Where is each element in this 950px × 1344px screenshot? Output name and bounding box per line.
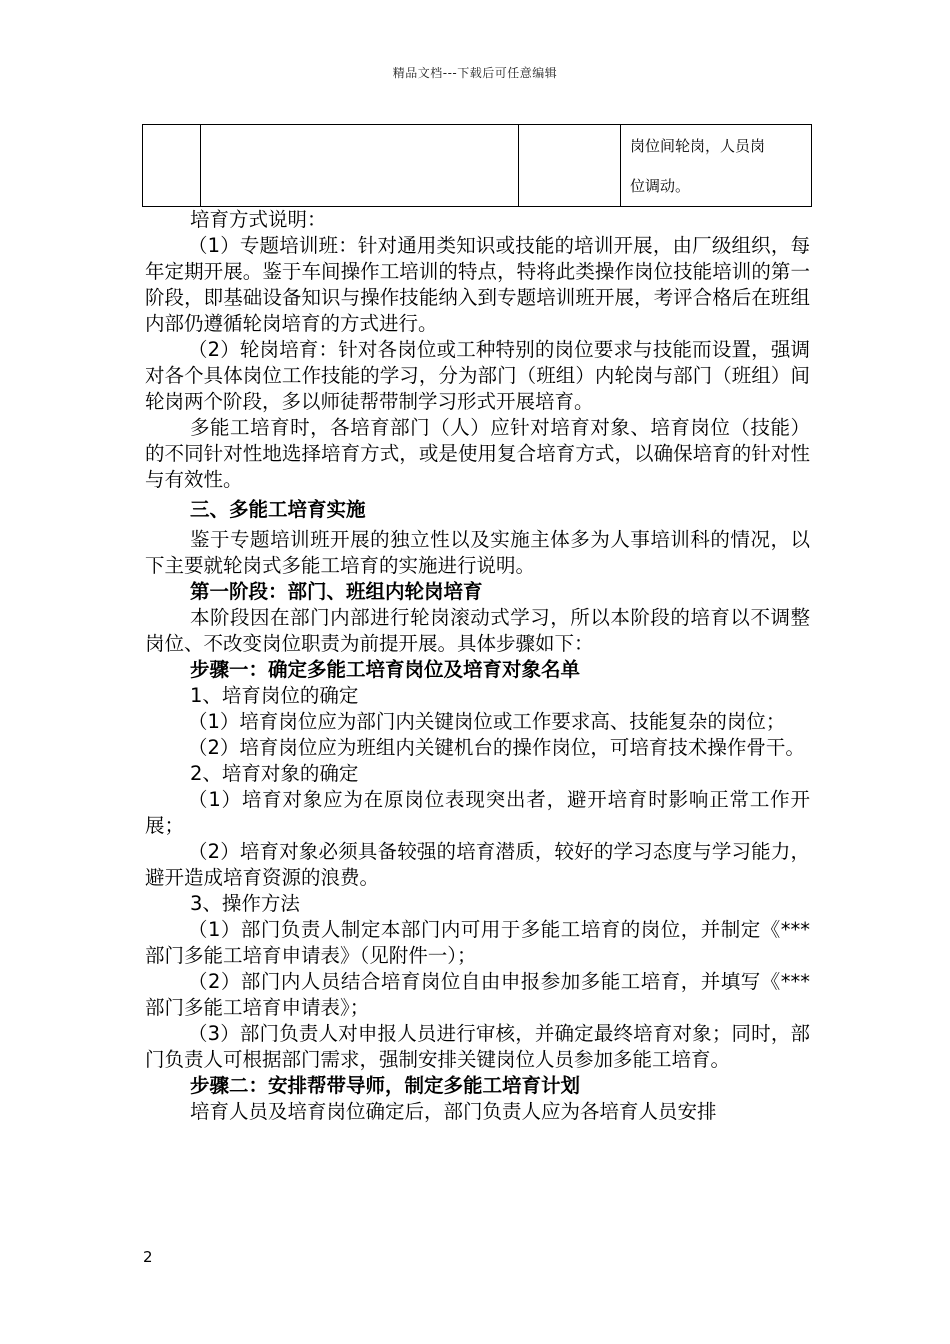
table-cell-4 xyxy=(621,125,812,207)
paragraph-methods-2: （2）部门内人员结合培育岗位自由申报参加多能工培育，并填写《***部门多能工培育申请表》； xyxy=(145,970,810,1019)
paragraph-method-1: （1）专题培训班：针对通用类知识或技能的培训开展，由厂级组织，每年定期开展。鉴于车间操作工培训的特点，特将此类操作岗位技能培训的第一阶段，即基础设备知识与操作技能纳入到专题培训班开展，考评合格后在班组内部仍遵循轮岗培育的方式进行。 xyxy=(145,234,810,335)
section-heading-3: 三、多能工培育实施 xyxy=(190,498,366,521)
paragraph-method-2: （2）轮岗培育：针对各岗位或工种特别的岗位要求与技能而设置，强调对各个具体岗位工作技能的学习，分为部门（班组）内轮岗与部门（班组）间轮岗两个阶段，多以师徒帮带制学习形式开展培育。 xyxy=(145,338,810,413)
continued-table xyxy=(142,124,812,207)
paragraph-method-summary: 多能工培育时，各培育部门（人）应针对培育对象、培育岗位（技能）的不同针对性地选择培育方式，或是使用复合培育方式，以确保培育的针对性与有效性。 xyxy=(145,416,810,491)
paragraph-section-3-intro: 鉴于专题培训班开展的独立性以及实施主体多为人事培训科的情况，以下主要就轮岗式多能工培育的实施进行说明。 xyxy=(145,528,810,577)
paragraph-step-2-intro: 培育人员及培育岗位确定后，部门负责人应为各培育人员安排 xyxy=(190,1100,717,1123)
table-cell-line-1: 岗位间轮岗，人员岗 xyxy=(630,137,766,155)
page-number: 2 xyxy=(143,1248,153,1266)
subheading-objects: 2、培育对象的确定 xyxy=(190,762,359,785)
paragraph-method-intro: 培育方式说明： xyxy=(190,208,327,231)
stage-heading-1: 第一阶段：部门、班组内轮岗培育 xyxy=(190,580,483,603)
page-header: 精品文档---下载后可任意编辑 xyxy=(392,66,558,80)
paragraph-objects-1: （1）培育对象应为在原岗位表现突出者，避开培育时影响正常工作开展； xyxy=(145,788,810,837)
paragraph-methods-1: （1）部门负责人制定本部门内可用于多能工培育的岗位，并制定《***部门多能工培育申请表》（见附件一）； xyxy=(145,918,810,967)
paragraph-stage-1-intro: 本阶段因在部门内部进行轮岗滚动式学习，所以本阶段的培育以不调整岗位、不改变岗位职责为前提开展。具体步骤如下： xyxy=(145,606,810,655)
table-cell-1 xyxy=(143,125,201,207)
paragraph-positions-2: （2）培育岗位应为班组内关键机台的操作岗位，可培育技术操作骨干。 xyxy=(188,736,805,759)
subheading-methods: 3、操作方法 xyxy=(190,892,300,915)
subheading-positions: 1、培育岗位的确定 xyxy=(190,684,359,707)
table-cell-text xyxy=(621,125,811,206)
table-cell-2 xyxy=(201,125,519,207)
step-heading-2: 步骤二：安排帮带导师，制定多能工培育计划 xyxy=(190,1074,581,1097)
paragraph-methods-3: （3）部门负责人对申报人员进行审核，并确定最终培育对象；同时，部门负责人可根据部门需求，强制安排关键岗位人员参加多能工培育。 xyxy=(145,1022,810,1071)
step-heading-1: 步骤一：确定多能工培育岗位及培育对象名单 xyxy=(190,658,581,681)
table-cell-3 xyxy=(519,125,621,207)
paragraph-objects-2: （2）培育对象必须具备较强的培育潜质，较好的学习态度与学习能力，避开造成培育资源的浪费。 xyxy=(145,840,810,889)
paragraph-positions-1: （1）培育岗位应为部门内关键岗位或工作要求高、技能复杂的岗位； xyxy=(188,710,786,733)
table-cell-line-2: 位调动。 xyxy=(630,177,691,195)
document-body xyxy=(145,207,810,1125)
